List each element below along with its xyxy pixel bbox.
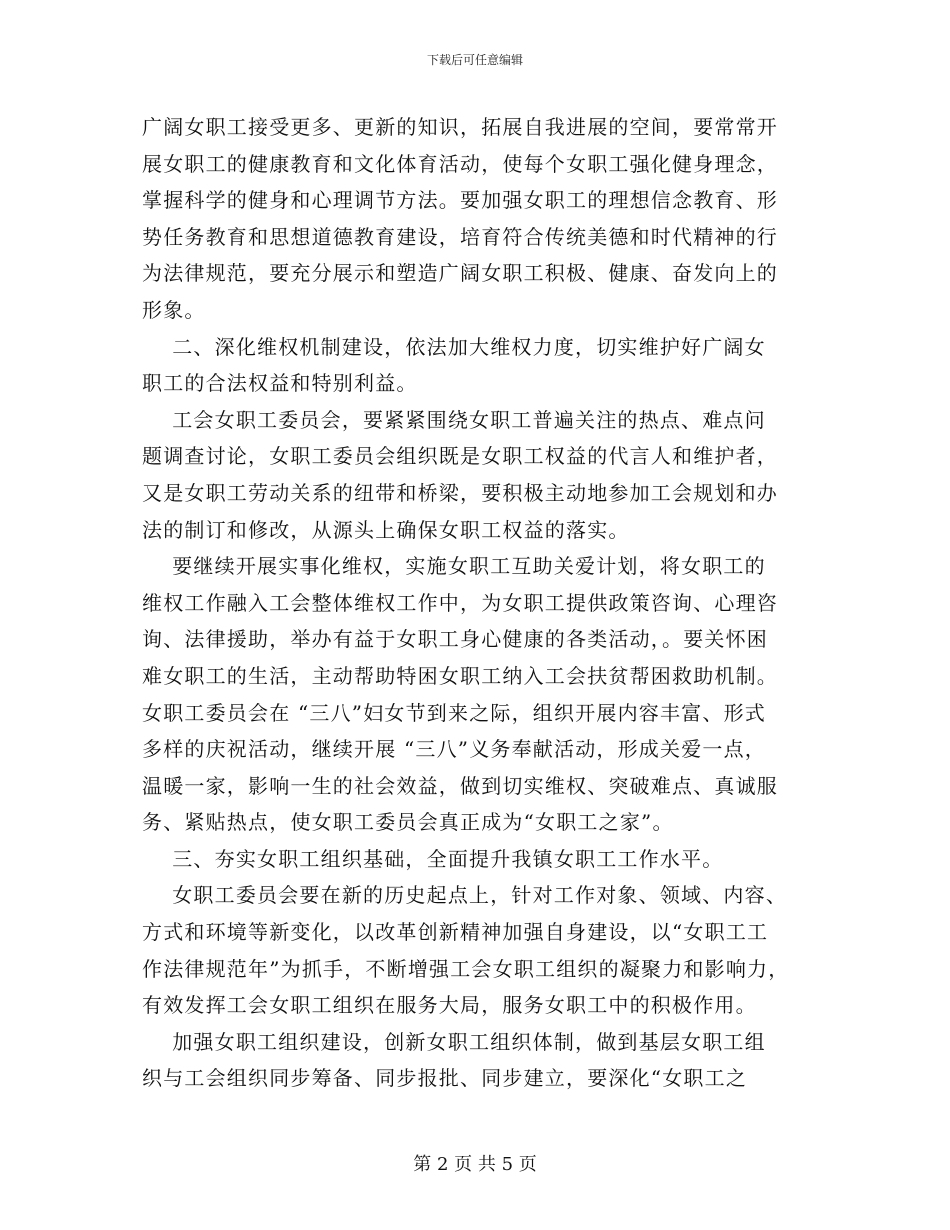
body-line: 询、法律援助，举办有益于女职工身心健康的各类活动，。要关怀困	[142, 627, 768, 652]
body-line: 作法律规范年”为抓手，不断增强工会女职工组织的凝聚力和影响力，	[142, 956, 790, 981]
body-line: 又是女职工劳动关系的纽带和桥梁，要积极主动地参加工会规划和办	[142, 480, 778, 505]
body-line: 要继续开展实事化维权，实施女职工互助关爱计划，将女职工的	[142, 554, 766, 579]
body-line: 多样的庆祝活动，继续开展 “三八”义务奉献活动，形成关爱一点，	[142, 737, 767, 762]
body-line: 加强女职工组织建设，创新女职工组织体制，做到基层女职工组	[142, 1029, 766, 1054]
body-line: 形象。	[142, 297, 206, 322]
body-line: 有效发挥工会女职工组织在服务大局，服务女职工中的积极作用。	[142, 993, 757, 1018]
body-line: 广阔女职工接受更多、更新的知识，拓展自我进展的空间，要常常开	[142, 115, 778, 139]
body-line: 为法律规范，要充分展示和塑造广阔女职工积极、健康、奋发向上的	[142, 261, 778, 286]
body-line: 题调查讨论，女职工委员会组织既是女职工权益的代言人和维护者，	[142, 444, 778, 469]
body-line: 工会女职工委员会，要紧紧围绕女职工普遍关注的热点、难点问	[142, 407, 766, 432]
body-line: 维权工作融入工会整体维权工作中，为女职工提供政策咨询、心理咨	[142, 590, 778, 615]
page-header: 下载后可任意编辑	[426, 53, 523, 67]
body-line: 法的制订和修改，从源头上确保女职工权益的落实。	[142, 517, 630, 542]
document-body	[142, 109, 812, 1097]
body-line: 三、夯实女职工组织基础，全面提升我镇女职工工作水平。	[142, 846, 724, 871]
body-line: 务、紧贴热点，使女职工委员会真正成为“女职工之家”。	[142, 810, 674, 835]
body-line: 女职工委员会在 “三八”妇女节到来之际，组织开展内容丰富、形式	[142, 700, 767, 725]
page-number: 第 2 页 共 5 页	[413, 1154, 537, 1175]
body-line: 二、深化维权机制建设，依法加大维权力度，切实维护好广阔女	[142, 334, 766, 359]
body-line: 掌握科学的健身和心理调节方法。要加强女职工的理想信念教育、形	[142, 188, 778, 213]
body-line: 织与工会组织同步筹备、同步报批、同步建立，要深化“女职工之	[142, 1066, 748, 1091]
body-line: 方式和环境等新变化，以改革创新精神加强自身建设，以“女职工工	[142, 920, 769, 945]
body-line: 职工的合法权益和特别利益。	[142, 371, 418, 396]
body-line: 温暖一家，影响一生的社会效益，做到切实维权、突破难点、真诚服	[142, 773, 778, 798]
body-line: 难女职工的生活，主动帮助特困女职工纳入工会扶贫帮困救助机制。	[142, 663, 778, 688]
body-line: 势任务教育和思想道德教育建设，培育符合传统美德和时代精神的行	[142, 224, 778, 249]
body-line: 展女职工的健康教育和文化体育活动，使每个女职工强化健身理念，	[142, 151, 778, 176]
body-line: 女职工委员会要在新的历史起点上，针对工作对象、领域、内容、	[142, 883, 788, 908]
